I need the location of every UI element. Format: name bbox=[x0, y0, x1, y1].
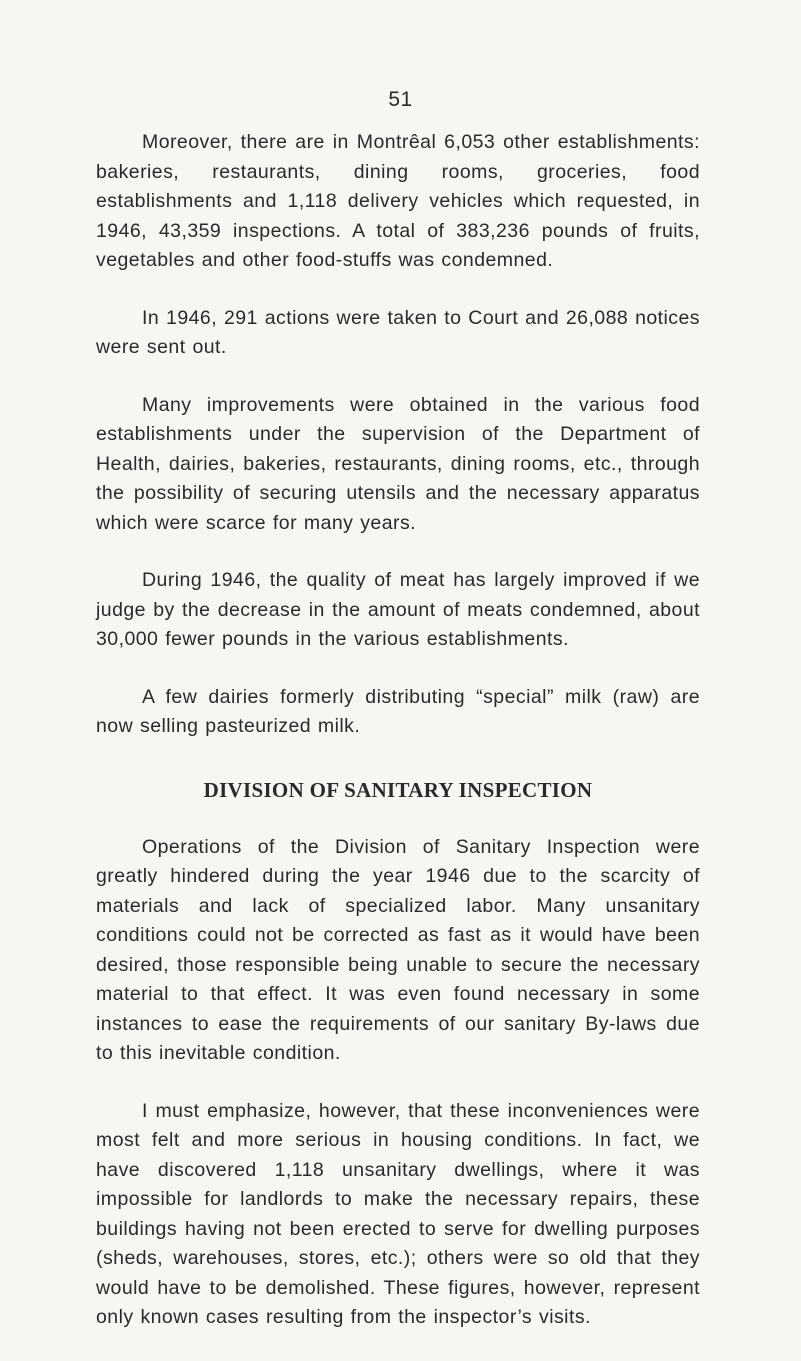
paragraph-dairies: A few dairies formerly distributing “special” milk (raw) are now selling pasteurized milk. bbox=[96, 685, 700, 737]
section-heading: DIVISION OF SANITARY INSPECTION bbox=[203, 777, 593, 802]
page-number: 51 bbox=[388, 88, 413, 111]
paragraph-court-actions: In 1946, 291 actions were taken to Court and 26,088 notices were sent out. bbox=[96, 306, 700, 358]
paragraph-meat-quality: During 1946, the quality of meat has largely improved if we judge by the decrease in the amount of meats condemned, about 30,000 fewer pounds in the various establishments. bbox=[96, 569, 700, 650]
paragraph-sanitary-operations: Operations of the Division of Sanitary Inspection were greatly hindered during the year 1946 due to the scarcity of materials and lack of specialized labor. Many unsanitary conditions could not be corrected as fast as it would have been desired, those responsible being unable to secure the necessary material to that effect. It was even found necessary in some instances to ease the requirements of our sanitary By-laws due to this inevitable condition. bbox=[96, 835, 700, 1064]
body-text bbox=[96, 128, 700, 1361]
paragraph-improvements: Many improvements were obtained in the various food establishments under the supervision of the Department of Health, dairies, bakeries, restaurants, dining rooms, etc., through the possibility of securing utensils and the necessary apparatus which were scarce for many years. bbox=[96, 393, 700, 534]
paragraph-food-establishments: Moreover, there are in Montrêal 6,053 other establishments: bakeries, restaurants, dining rooms, groceries, food establishments and 1,118 delivery vehicles which requested, in 1946, 43,359 inspections. A total of 383,236 pounds of fruits, vegetables and other food-stuffs was condemned. bbox=[96, 131, 700, 271]
paragraph-housing-conditions: I must emphasize, however, that these inconveniences were most felt and more serious in housing conditions. In fact, we have discovered 1,118 unsanitary dwellings, where it was impossible for landlords to make the necessary repairs, these buildings having not been erected to serve for dwelling purposes (sheds, warehouses, stores, etc.); others were so old that they would have to be demolished. These figures, however, represent only known cases resulting from the inspector’s visits. bbox=[96, 1099, 700, 1328]
